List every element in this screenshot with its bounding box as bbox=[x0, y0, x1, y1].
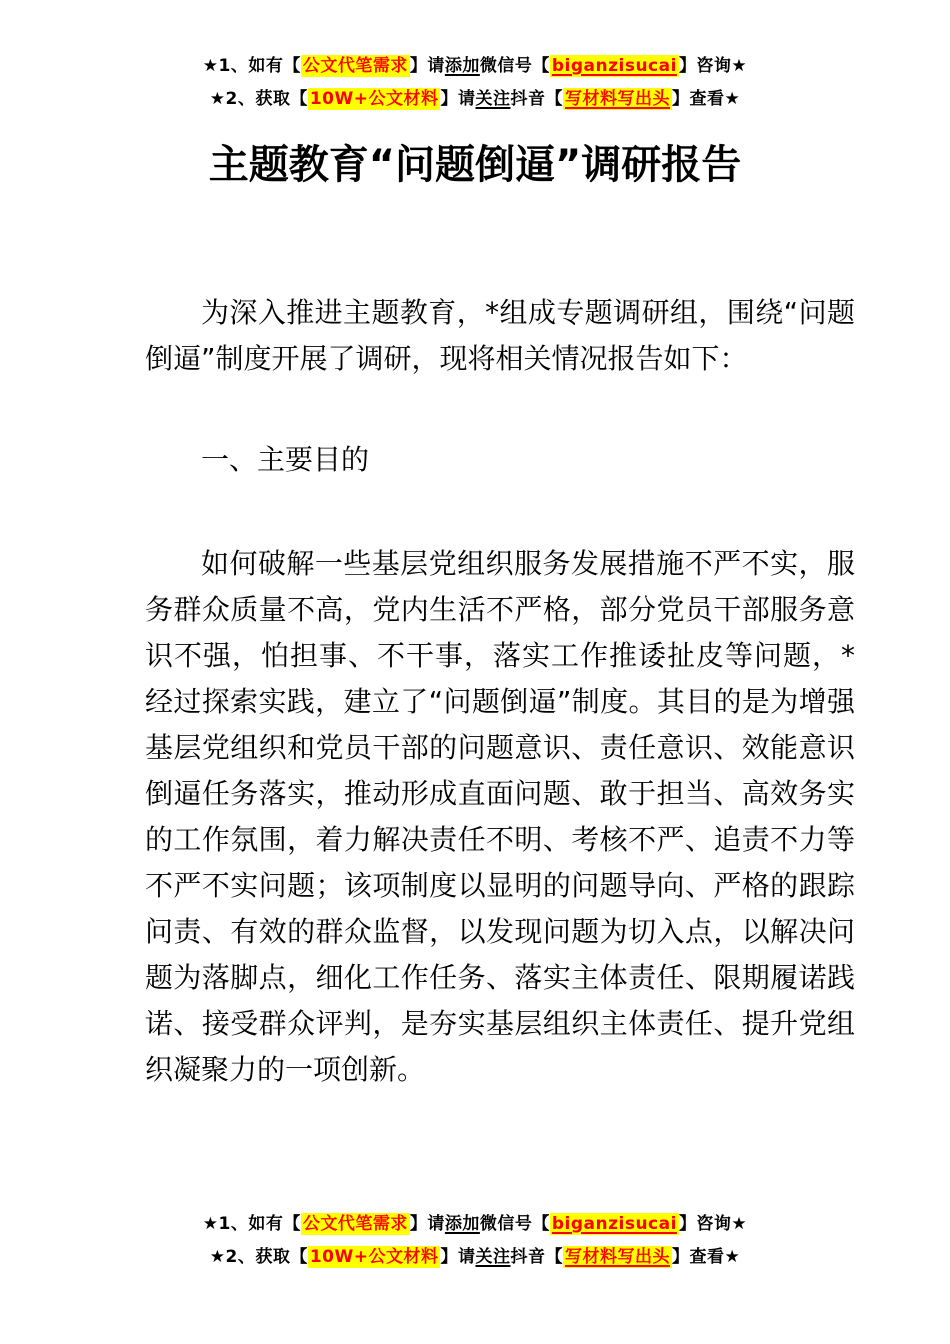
intro-paragraph: 为深入推进主题教育，*组成专题调研组，围绕“问题倒逼”制度开展了调研，现将相关情况报告如下： bbox=[145, 296, 855, 375]
header-promo-line-1 bbox=[0, 50, 950, 83]
promo1-mid2: 微信号【 bbox=[479, 56, 550, 76]
section-body-1: 如何破解一些基层党组织服务发展措施不严不实，服务群众质量不高，党内生活不严格，部分党员干部服务意识不强，怕担事、不干事，落实工作推诿扯皮等问题，*经过探索实践，建立了“问题倒逼”制度。其目的是为增强基层党组织和党员干部的问题意识、责任意识、效能意识倒逼任务落实，推动形成直面问题、敢于担当、高效务实的工作氛围，着力解决责任不明、考核不严、追责不力等不严不实问题；该项制度以显明的问题导向、严格的跟踪问责、有效的群众监督，以发现问题为切入点，以解决问题为落脚点，细化工作任务、落实主体责任、限期履诺践诺、接受群众评判，是夯实基层组织主体责任、提升党组织凝聚力的一项创新。 bbox=[145, 547, 855, 1086]
promo1-mid1: 】请 bbox=[409, 1214, 445, 1234]
promo1-suffix: 】咨询★ bbox=[678, 1214, 748, 1234]
promo2-mid1: 】请 bbox=[440, 1247, 476, 1267]
header-promo bbox=[0, 50, 950, 116]
footer-promo-line-1 bbox=[0, 1208, 950, 1241]
promo1-mid2: 微信号【 bbox=[479, 1214, 550, 1234]
promo2-mid2: 抖音【 bbox=[510, 1247, 563, 1267]
promo2-prefix: ★2、获取【 bbox=[209, 1247, 308, 1267]
promo2-douyin-id: 写材料写出头 bbox=[564, 1247, 670, 1267]
promo1-wechat-id: biganzisucai bbox=[551, 56, 677, 76]
promo2-prefix: ★2、获取【 bbox=[209, 89, 308, 109]
page-title: 主题教育“问题倒逼”调研报告 bbox=[208, 142, 742, 188]
promo1-wechat-id: biganzisucai bbox=[551, 1214, 677, 1234]
promo1-prefix: ★1、如有【 bbox=[202, 1214, 301, 1234]
promo1-suffix: 】咨询★ bbox=[678, 56, 748, 76]
footer-promo-line-2 bbox=[0, 1241, 950, 1274]
promo1-underline-add: 添加 bbox=[444, 56, 480, 76]
promo2-underline-follow: 关注 bbox=[475, 1247, 511, 1267]
promo2-suffix: 】查看★ bbox=[671, 89, 741, 109]
promo2-douyin-id: 写材料写出头 bbox=[564, 89, 670, 109]
header-promo-line-2 bbox=[0, 83, 950, 116]
promo2-mid1: 】请 bbox=[440, 89, 476, 109]
promo2-suffix: 】查看★ bbox=[671, 1247, 741, 1267]
promo1-mid1: 】请 bbox=[409, 56, 445, 76]
promo1-highlight-service: 公文代笔需求 bbox=[302, 56, 408, 76]
promo1-highlight-service: 公文代笔需求 bbox=[302, 1214, 408, 1234]
promo1-prefix: ★1、如有【 bbox=[202, 56, 301, 76]
footer-promo bbox=[0, 1208, 950, 1274]
promo2-underline-follow: 关注 bbox=[475, 89, 511, 109]
promo1-underline-add: 添加 bbox=[444, 1214, 480, 1234]
promo2-mid2: 抖音【 bbox=[510, 89, 563, 109]
section-heading-1: 一、主要目的 bbox=[201, 443, 370, 476]
promo2-highlight-material: 10W+公文材料 bbox=[309, 89, 439, 109]
promo2-highlight-material: 10W+公文材料 bbox=[309, 1247, 439, 1267]
